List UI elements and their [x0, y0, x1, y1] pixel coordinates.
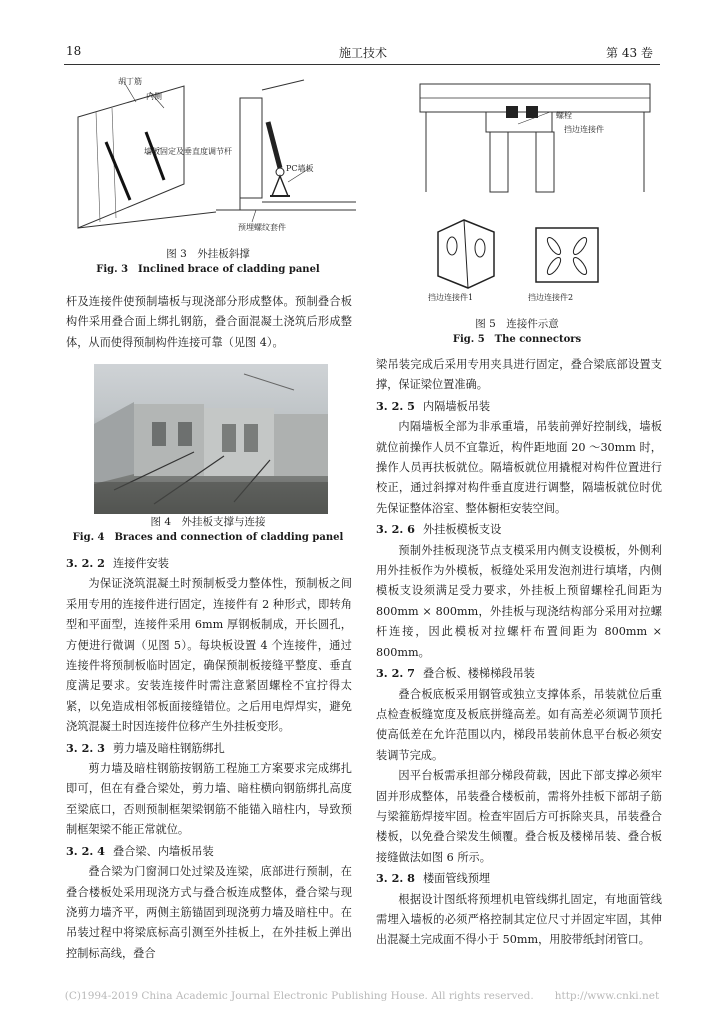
- fig3-adjust-rod: [268, 122, 280, 168]
- section-3-2-8-title: 楼面管线预埋: [422, 872, 491, 886]
- section-3-2-5-num: 3. 2. 5: [376, 398, 415, 413]
- section-3-2-6-title: 外挂板模板支设: [422, 523, 502, 537]
- fig5-connector-2: [536, 228, 598, 282]
- section-3-2-8: [376, 868, 662, 889]
- section-3-2-2: [66, 553, 352, 574]
- fig4-caption-en: Fig. 4 Braces and connection of cladding panel: [72, 532, 344, 543]
- fig3-wall-panel: [78, 86, 184, 228]
- fig5-label-bolt: 螺栓: [556, 111, 572, 120]
- page-number: 18: [66, 44, 82, 58]
- section-3-2-6-num: 3. 2. 6: [376, 522, 415, 537]
- para-3-2-7b: 因平台板需承担部分梯段荷载，因此下部支撑必须牢固并形成整体，吊装叠合楼板前，需将外挂板下部胡子筋与梁箍筋焊接牢固。检查牢固后方可拆除夹具，吊装叠合楼板，以免叠合梁发生倾覆。叠合板及楼梯吊装、叠合板接缝做法如图 6 所示。: [376, 769, 662, 864]
- fig3-label-brace-note: 墙板固定及垂直度调节杆: [144, 147, 232, 156]
- section-3-2-5: [376, 396, 662, 417]
- para-3-2-3: 剪力墙及暗柱钢筋按钢筋工程施工方案要求完成绑扎即可，但在有叠合梁处，剪力墙、暗柱横向钢筋绑扎高度至梁底口，否则预制框架梁钢筋不能锚入暗柱内，导致预制框架梁不能正常就位。: [66, 762, 352, 837]
- fig3-label-pc-plate: PC墙板: [286, 164, 314, 173]
- para-intro: 杆及连接件使预制墙板与现浇部分形成整体。预制叠合板构件采用叠合面上绑扎钢筋，叠合面混凝土浇筑后形成整体，从而使得预制构件连接可靠（见图 4）。: [66, 295, 352, 349]
- fig5-drawing: [406, 72, 662, 312]
- fig5-label-conn1: 挡边连接件1: [428, 293, 474, 302]
- fig5-label-connector: 挡边连接件: [564, 125, 604, 134]
- fig3-label-nail-bar: 胡丁筋: [118, 77, 142, 86]
- section-3-2-4: [66, 841, 352, 862]
- section-3-2-7: [376, 663, 662, 684]
- fig4-caption-cn: 图 4 外挂板支撑与连接: [150, 516, 266, 528]
- fig3-caption-en: Fig. 3 Inclined brace of cladding panel: [96, 264, 320, 275]
- section-3-2-2-title: 连接件安装: [112, 557, 169, 570]
- section-3-2-3: [66, 738, 352, 759]
- para-3-2-2: 为保证浇筑混凝土时预制板受力整体性，预制板之间采用专用的连接件进行固定，连接件有 2 种形式，即转角型和平面型，连接件采用 6mm 厚钢板制成，开长圆孔，方便进行微调（见图 5）。每块板设置 4 个连接件，通过连接件将预制板临时固定，确保预制板接缝平整度、垂直度满足要求。安装连接件时需注意紧固螺栓不宜拧得太紧，以免造成相邻板面接缝错位。之后用电焊焊实，避免浇筑混凝土时因连接件位移产生外挂板变形。: [66, 577, 352, 734]
- copyright-footer: (C)1994-2019 China Academic Journal Electronic Publishing House. All rights reserved. http://www.cnki.net: [64, 990, 660, 1002]
- fig4-photo: [94, 364, 328, 514]
- para-cont: 梁吊装完成后采用专用夹具进行固定，叠合梁底部设置支撑，保证梁位置准确。: [376, 358, 662, 392]
- section-3-2-3-title: 剪力墙及暗柱钢筋绑扎: [112, 741, 225, 755]
- fig5-caption-cn: 图 5 连接件示意: [475, 318, 559, 330]
- section-3-2-4-num: 3. 2. 4: [66, 843, 105, 858]
- section-3-2-7-title: 叠合板、楼梯梯段吊装: [422, 667, 535, 681]
- section-3-2-4-title: 叠合梁、内墙板吊装: [112, 844, 214, 858]
- fig4-photo-scene: [94, 364, 328, 514]
- fig3-label-inner-side: 内侧: [146, 92, 162, 101]
- section-3-2-6: [376, 519, 662, 540]
- fig5-caption-en: Fig. 5 The connectors: [452, 334, 582, 345]
- para-3-2-4: 叠合梁为门窗洞口处过梁及连梁，底部进行预制，在叠合楼板处采用现浇方式与叠合板连成整体，叠合梁与现浇剪力墙齐平，两侧主筋锚固到现浇剪力墙及暗柱中。在吊装过程中将梁底标高引测至外挂板上，在外挂板上弹出控制标高线，叠合: [66, 865, 352, 960]
- para-3-2-8: 根据设计图纸将预埋机电管线绑扎固定，有地面管线需埋入墙板的必须严格控制其定位尺寸并固定牢固，其伸出混凝土完成面不得小于 50mm，用胶带纸封闭管口。: [376, 892, 662, 947]
- section-3-2-2-num: 3. 2. 2: [66, 556, 105, 570]
- fig3-label-embedded-pad: 预埋螺纹套件: [238, 223, 286, 232]
- fig5-label-conn2: 挡边连接件2: [528, 293, 574, 302]
- journal-name: 施工技术: [339, 46, 388, 60]
- volume-label: 第 43 卷: [606, 46, 653, 60]
- section-3-2-3-num: 3. 2. 3: [66, 740, 105, 755]
- fig3-pc-plate: [240, 98, 262, 198]
- section-3-2-5-title: 内隔墙板吊装: [422, 399, 491, 413]
- fig5-bolt-mark: [506, 106, 518, 118]
- fig3-brace-rod-1: [106, 142, 130, 200]
- fig3-caption-cn: 图 3 外挂板斜撑: [166, 248, 250, 260]
- fig3-drawing: [66, 72, 366, 242]
- section-3-2-8-num: 3. 2. 8: [376, 871, 415, 886]
- header-rule: [64, 64, 660, 65]
- para-3-2-7a: 叠合板底板采用钢管或独立支撑体系，吊装就位后重点检查板缝宽度及板底拼缝高差。如有高差必须调节顶托使高低差在允许范围以内，梯段吊装前休息平台板必须安装调节完成。: [376, 687, 662, 762]
- para-3-2-6: 预制外挂板现浇节点支模采用内侧支设模板，外侧利用外挂板作为外模板，板缝处采用发泡剂进行填堵，内侧模板支设须满足受力要求，外挂板上预留螺栓孔间距为 800mm × 800mm，外挂板与现浇结构部分采用对拉螺杆连接，因此模板对拉螺杆布置间距为 800mm × 800mm。: [376, 543, 662, 659]
- section-3-2-7-num: 3. 2. 7: [376, 666, 415, 681]
- para-3-2-5: 内隔墙板全部为非承重墙，吊装前弹好控制线，墙板就位前操作人员不宜靠近，构件距地面 20 ～30mm 时，操作人员再扶板就位。隔墙板就位用撬棍对构件位置进行校正，通过斜撑对构件垂直度进行调整，隔墙板就位时优先保证整体浴室、整体橱柜安装空间。: [376, 420, 662, 515]
